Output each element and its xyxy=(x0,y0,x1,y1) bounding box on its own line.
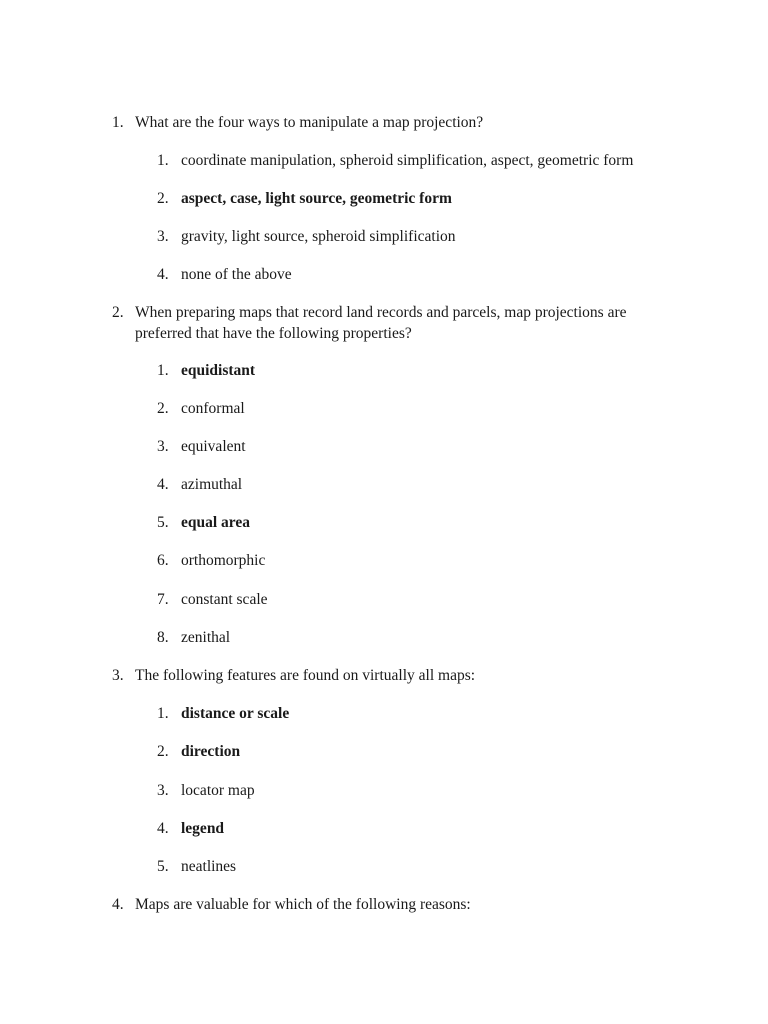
question-1 xyxy=(112,112,682,133)
question-1-option-1 xyxy=(157,150,697,171)
question-3-option-3 xyxy=(157,780,697,801)
question-2-option-2 xyxy=(157,398,697,419)
option-number: 7. xyxy=(157,591,169,608)
question-1-option-2 xyxy=(157,188,697,209)
question-text: What are the four ways to manipulate a map projection? xyxy=(135,114,484,131)
question-text: When preparing maps that record land records and parcels, map projections are preferred that have the following properties? xyxy=(135,304,627,342)
option-number: 6. xyxy=(157,552,169,569)
option-number: 5. xyxy=(157,514,169,531)
option-text: equidistant xyxy=(181,362,256,379)
option-text: distance or scale xyxy=(181,705,290,722)
option-number: 4. xyxy=(157,266,169,283)
question-3 xyxy=(112,665,682,686)
question-1-option-4 xyxy=(157,264,697,285)
question-3-option-1 xyxy=(157,703,697,724)
option-text: gravity, light source, spheroid simplification xyxy=(181,228,456,245)
option-text: coordinate manipulation, spheroid simplification, aspect, geometric form xyxy=(181,152,634,169)
option-number: 3. xyxy=(157,782,169,799)
question-text: The following features are found on virtually all maps: xyxy=(135,667,476,684)
option-number: 1. xyxy=(157,152,169,169)
question-text: Maps are valuable for which of the following reasons: xyxy=(135,896,471,913)
question-2 xyxy=(112,302,682,344)
question-3-option-5 xyxy=(157,856,697,877)
question-4 xyxy=(112,894,682,915)
question-number: 1. xyxy=(112,114,124,131)
option-number: 2. xyxy=(157,190,169,207)
option-text: direction xyxy=(181,743,241,760)
question-number: 4. xyxy=(112,896,124,913)
option-text: equivalent xyxy=(181,438,246,455)
option-number: 3. xyxy=(157,438,169,455)
question-2-option-3 xyxy=(157,436,697,457)
option-text: aspect, case, light source, geometric form xyxy=(181,190,452,207)
option-number: 4. xyxy=(157,476,169,493)
question-3-option-4 xyxy=(157,818,697,839)
option-text: equal area xyxy=(181,514,251,531)
question-number: 2. xyxy=(112,304,124,321)
question-number: 3. xyxy=(112,667,124,684)
question-2-option-6 xyxy=(157,550,697,571)
question-3-option-2 xyxy=(157,741,697,762)
option-text: constant scale xyxy=(181,591,268,608)
option-text: neatlines xyxy=(181,858,237,875)
option-text: zenithal xyxy=(181,629,231,646)
option-number: 3. xyxy=(157,228,169,245)
question-2-option-1 xyxy=(157,360,697,381)
option-number: 2. xyxy=(157,743,169,760)
option-number: 1. xyxy=(157,705,169,722)
option-text: conformal xyxy=(181,400,245,417)
option-text: legend xyxy=(181,820,225,837)
option-text: none of the above xyxy=(181,266,292,283)
option-number: 1. xyxy=(157,362,169,379)
option-text: orthomorphic xyxy=(181,552,266,569)
question-2-option-5 xyxy=(157,512,697,533)
option-number: 5. xyxy=(157,858,169,875)
option-number: 2. xyxy=(157,400,169,417)
question-1-option-3 xyxy=(157,226,697,247)
option-number: 4. xyxy=(157,820,169,837)
question-2-option-7 xyxy=(157,589,697,610)
option-text: azimuthal xyxy=(181,476,243,493)
option-number: 8. xyxy=(157,629,169,646)
option-text: locator map xyxy=(181,782,255,799)
question-2-option-8 xyxy=(157,627,697,648)
question-2-option-4 xyxy=(157,474,697,495)
